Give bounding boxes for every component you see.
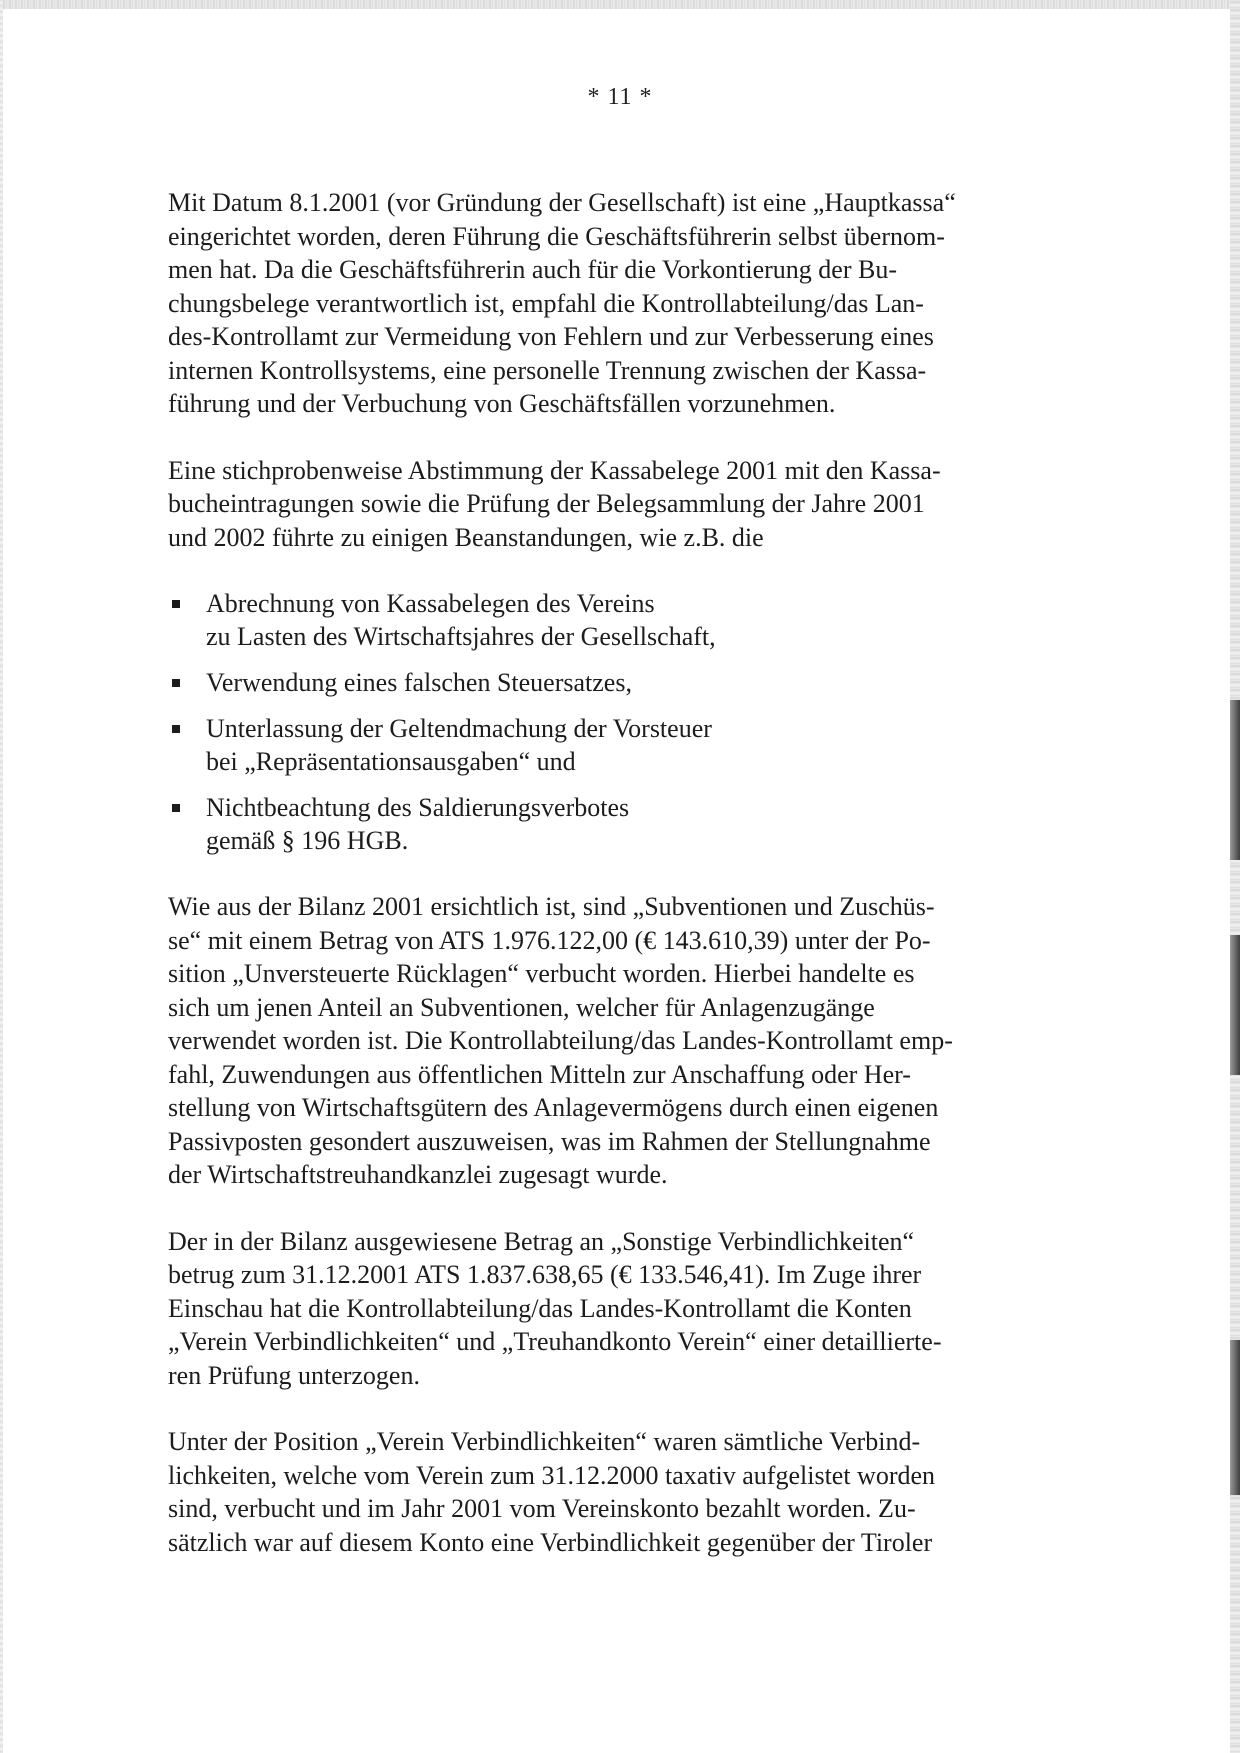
text-line: Passivposten gesondert auszuweisen, was im Rahmen der Stellungnahme [168,1126,931,1156]
text-line: Verwendung eines falschen Steuersatzes, [206,668,632,697]
text-line: internen Kontrollsystems, eine personelle Trennung zwischen der Kassa- [168,355,927,385]
text-line: Eine stichprobenweise Abstimmung der Kassabelege 2001 mit den Kassa- [168,455,941,485]
text-line: Wie aus der Bilanz 2001 ersichtlich ist, sind „Subventionen und Zuschüs- [168,892,935,921]
text-line: chungsbelege verantwortlich ist, empfahl die Kontrollabteilung/das Lan- [168,288,924,318]
document-body [168,186,1059,1559]
text-line: bucheintragungen sowie die Prüfung der Belegsammlung der Jahre 2001 [168,489,925,518]
text-line: und 2002 führte zu einigen Beanstandungen, wie z.B. die [168,522,764,552]
scan-dark-band [1230,935,1240,1075]
paragraph-hauptkassa [168,186,1059,421]
text-line: sition „Unversteuerte Rücklagen“ verbucht worden. Hierbei handelte es [168,959,915,988]
text-line: Nichtbeachtung des Saldierungsverbotes [206,793,630,822]
text-line: betrug zum 31.12.2001 ATS 1.837.638,65 (€ 133.546,41). Im Zuge ihrer [168,1260,922,1289]
text-line: verwendet worden ist. Die Kontrollabteilung/das Landes-Kontrollamt emp- [168,1026,953,1055]
text-line: Der in der Bilanz ausgewiesene Betrag an „Sonstige Verbindlichkeiten“ [168,1226,915,1256]
text-line: sich um jenen Anteil an Subventionen, welcher für Anlagenzugänge [168,992,875,1022]
text-line: fahl, Zuwendungen aus öffentlichen Mitteln zur Anschaffung oder Her- [168,1059,911,1089]
square-bullet-icon [172,600,180,608]
paragraph-sonstige-verbindlichkeiten [168,1225,1059,1393]
text-line: ren Prüfung unterzogen. [168,1360,420,1390]
text-line: Abrechnung von Kassabelegen des Vereins [206,589,655,618]
list-item [168,666,1059,699]
scan-dark-band [1230,700,1240,860]
scan-edge-left [0,0,3,1753]
text-line: Unter der Position „Verein Verbindlichkeiten“ waren sämtliche Verbind- [168,1427,921,1456]
scan-edge-top [0,0,1240,9]
text-line: men hat. Da die Geschäftsführerin auch für die Vorkontierung der Bu- [168,255,897,284]
text-line: Einschau hat die Kontrollabteilung/das Landes-Kontrollamt die Konten [168,1293,912,1323]
scan-dark-band [1230,1340,1240,1495]
text-line: führung und der Verbuchung von Geschäftsfällen vorzunehmen. [168,389,836,418]
text-line: se“ mit einem Betrag von ATS 1.976.122,00 (€ 143.610,39) unter der Po- [168,925,931,955]
paragraph-abstimmung [168,454,1059,555]
text-line: Mit Datum 8.1.2001 (vor Gründung der Gesellschaft) ist eine „Hauptkassa“ [168,188,956,217]
text-line: Unterlassung der Geltendmachung der Vorsteuer [206,714,712,743]
text-line: eingerichtet worden, deren Führung die Geschäftsführerin selbst übernom- [168,221,945,251]
list-item [168,712,1059,778]
square-bullet-icon [172,804,180,812]
text-line: bei „Repräsentationsausgaben“ und [206,747,576,776]
text-line: stellung von Wirtschaftsgütern des Anlagevermögens durch einen eigenen [168,1093,939,1122]
text-line: sätzlich war auf diesem Konto eine Verbindlichkeit gegenüber der Tiroler [168,1527,933,1557]
page-number: * 11 * [587,84,653,110]
text-line: gemäß § 196 HGB. [206,826,409,855]
text-line: „Verein Verbindlichkeiten“ und „Treuhandkonto Verein“ einer detaillierte- [168,1327,942,1356]
text-line: des-Kontrollamt zur Vermeidung von Fehlern und zur Verbesserung eines [168,322,934,351]
text-line: sind, verbucht und im Jahr 2001 vom Vereinskonto bezahlt worden. Zu- [168,1494,916,1523]
paragraph-verein-verbindlichkeiten [168,1425,1059,1559]
paragraph-subventionen [168,890,1059,1192]
text-line: der Wirtschaftstreuhandkanzlei zugesagt wurde. [168,1160,668,1189]
list-item [168,587,1059,653]
beanstandungen-list [168,587,1059,857]
square-bullet-icon [172,725,180,733]
text-line: lichkeiten, welche vom Verein zum 31.12.2000 taxativ aufgelistet worden [168,1460,936,1490]
list-item [168,791,1059,857]
square-bullet-icon [172,679,180,687]
text-line: zu Lasten des Wirtschaftsjahres der Gesellschaft, [206,622,716,651]
